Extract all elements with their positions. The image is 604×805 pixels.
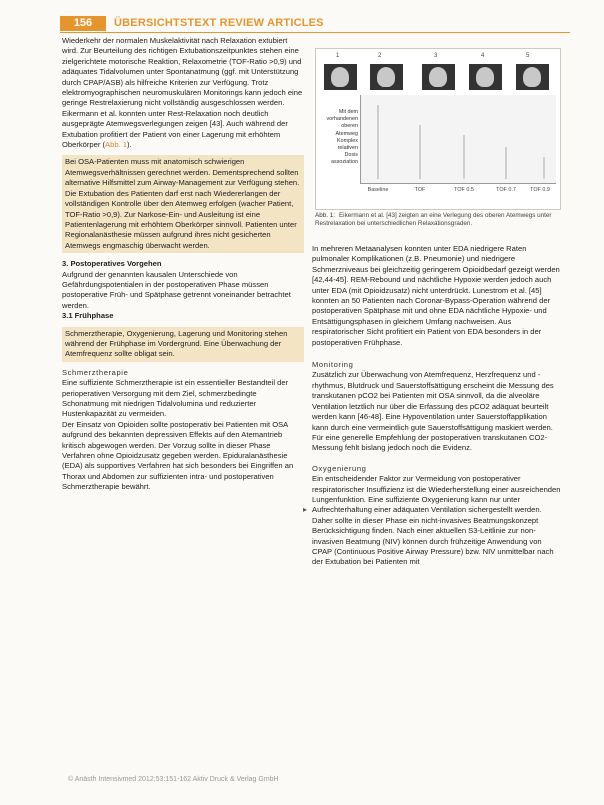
page-header (60, 10, 570, 32)
x-tick-label: TOF 0.5 (454, 187, 474, 193)
y-axis-label: Mit dem vorhandenen oberen Atemweg Komplex relativen Dosis assoziation (326, 109, 358, 166)
header-rule (60, 32, 570, 33)
mri-scan-image (469, 64, 502, 90)
page-footer: © Anästh Intensivmed 2012;53:151-162 Aktiv Druck & Verlag GmbH (68, 776, 279, 783)
figure (315, 48, 561, 210)
mri-scan-image (516, 64, 549, 90)
panel-number: 2 (378, 53, 382, 59)
page-number: 156 (60, 16, 106, 31)
left-column (62, 36, 304, 493)
section-heading: 3. Postoperatives Vorgehen (62, 259, 162, 269)
subsection-heading: 3.1 Frühphase (62, 311, 114, 321)
figure-link[interactable]: Abb. 1 (105, 140, 128, 150)
topic-heading: Oxygenierung (312, 463, 367, 473)
topic-heading: Schmerztherapie (62, 367, 129, 377)
paragraph: Eine suffiziente Schmerztherapie ist ein essentieller Bestandteil der perioperativen Versorgung mit dem Ziel, schmerzbedingte Schonatmung mit niedrigen Tidalvolumina und reduzierter Hustenkapazität zu vermeiden. (62, 378, 289, 419)
paragraph: Für eine generelle Empfehlung der postoperativen transkutanen CO2-Messung fehlt bislang jedoch noch die Evidenz. (312, 432, 548, 453)
paragraph: In mehreren Metaanalysen konnten unter EDA niedrigere Raten pulmonaler Komplikationen (z.B. Pneumonie) und niedrigere Schmerzniveaus bei gleichzeitig geringerem Opioidbedarf gezeigt werden [42,44-45]. REM-Rebound und nächtliche Hypoxie werden jedoch auch unter EDA (mit Opioidzusatz) nicht unterdrückt. Lunestrom et al. [45] konnten an 50 Patienten nach Coronar-Bypass-Operation während der postoperativen Spätphase mit und ohne EDA nächtliche Hypoxie- und Entsättigungsphasen in gleichem Umfang nachweisen. Aus respiratorischer Sicht profitiert ein Patient von EDA besonders in der postoperativen Frühphase. (312, 244, 560, 347)
x-tick-label: Baseline (367, 187, 389, 193)
panel-number: 3 (434, 53, 438, 59)
box-text: Bei OSA-Patienten muss mit anatomisch schwierigen Atemwegsverhältnissen gerechnet werden. Dementsprechend sollten alternative Hilfsmittel zum Airway-Management zur Verfügung stehen. Die Extubation des Patienten darf erst nach Wiedererlangen der vollständigen Kontrolle über den Atemweg erfolgen (wacher Patient, TOF-Ratio >0,9). Zur Narkose-Ein- und Ausleitung ist eine Patientenlagerung mit erhöhtem Oberkörper sinnvoll. Patienten unter Regionalanästhesie müssen aufgrund ihres nicht gesicherten Atemwegs engmaschig überwacht werden. (65, 157, 300, 250)
paragraph: Aufgrund der genannten kausalen Unterschiede von Gefährdungspotentialen in der postoperativen Phase müssen postoperative Früh- und Spätphase getrennt voneinander betrachtet werden. (62, 269, 291, 310)
paragraph: Zusätzlich zur Überwachung von Atemfrequenz, Herzfrequenz und -rhythmus, Blutdruck und Sauerstoffsättigung erscheint die Messung des transkutanen pCO2 bei Patienten mit OSA sinnvoll, da die alveoläre Ventilation letztlich nur über die Erfassung des pCO2 adäquat beurteilt werden kann [46-48]. Eine Hypoventilation unter Sauerstoffapplikation kann durch eine vermeintlich gute Sauerstoffsättigung maskiert werden. (312, 370, 554, 432)
section-title: ÜBERSICHTSTEXT REVIEW ARTICLES (114, 17, 324, 29)
x-tick-label: TOF (414, 187, 426, 193)
topic-heading: Monitoring (312, 360, 354, 370)
paragraph: Wiederkehr der normalen Muskelaktivität nach Relaxation extubiert wird. Zur Beurteilung des richtigen Extubationszeitpunktes stehen eine zielgerichtete motorische Reaktion, Relaxometrie (TOF-Ratio >0,9) und adäquates Tidalvolumen unter Spontanatmung (ggf. mit Unterstützung durch CPAP/ASB) als hilfreiche Kriterien zur Verfügung. Trotz elektromyographischen neuromuskulären Monitorings kann jedoch eine geringe Restrelaxierung nicht vollständig ausgeschlossen werden. Eikermann et al. konnten unter Rest-Relaxation noch deutlich ausgeprägte Atemwegsverlegungen zeigen [43]. Auch während der Extubation profitiert der Patient von einer Lagerung mit erhöhtem Oberkörper (Abb. 1). (62, 36, 303, 150)
box-text: Schmerztherapie, Oxygenierung, Lagerung und Monitoring stehen während der Frühphase im Vordergrund. Eine Überwachung der Atemfrequenz sollte obligat sein. (65, 328, 288, 359)
mri-scan-image (324, 64, 357, 90)
highlight-box (62, 327, 304, 362)
x-tick-label: TOF 0.9 (530, 187, 550, 193)
mri-scan-image (422, 64, 455, 90)
caption-label: Abb. 1: (315, 212, 335, 219)
arrow-icon: ▸ (303, 505, 308, 514)
plot-markers (360, 95, 555, 183)
x-tick-label: TOF 0.7 (496, 187, 516, 193)
right-column (312, 244, 562, 568)
panel-number: 1 (336, 53, 340, 59)
paragraph: Der Einsatz von Opioiden sollte postoperativ bei Patienten mit OSA aufgrund des bekannten depressiven Effekts auf den Atemantrieb kritisch abgewogen werden. Der Vorzug sollte in dieser Phase Verfahren ohne Opioidzusatz gegeben werden. Epiduralanästhesie (EDA) als supportives Verfahren hat sich besonders bei Eingriffen an Thorax und Abdomen zur suffizienten intra- und postoperativen Schmerztherapie bewährt. (62, 419, 294, 492)
figure-caption: Abb. 1: Eikermann et al. [43] zeigten an eine Verlegung des oberen Atemwegs unter Restrelaxation bei unterschiedlichen Relaxationsgraden. (315, 212, 552, 227)
panel-number: 5 (526, 53, 530, 59)
mri-scan-image (370, 64, 403, 90)
highlight-box (62, 155, 304, 253)
panel-number: 4 (481, 53, 485, 59)
paragraph: Ein entscheidender Faktor zur Vermeidung von postoperativer respiratorischer Insuffizienz ist die Wiederherstellung einer ausreichenden Lungenfunktion. Eine suffiziente Oxygenierung kann nur unter Aufrechterhaltung einer adäquaten Ventilation sichergestellt werden. Daher sollte in dieser Phase ein nicht-invasives Beatmungskonzept Berücksichtigung finden. Nach einer aktuellen S3-Leitlinie zur non-invasiven Beatmung (NIV) können durch frühzeitige Anwendung von CPAP (Continuous Positive Airway Pressure) bzw. NIV unmittelbar nach der Extubation bei Patienten mit (312, 474, 561, 567)
